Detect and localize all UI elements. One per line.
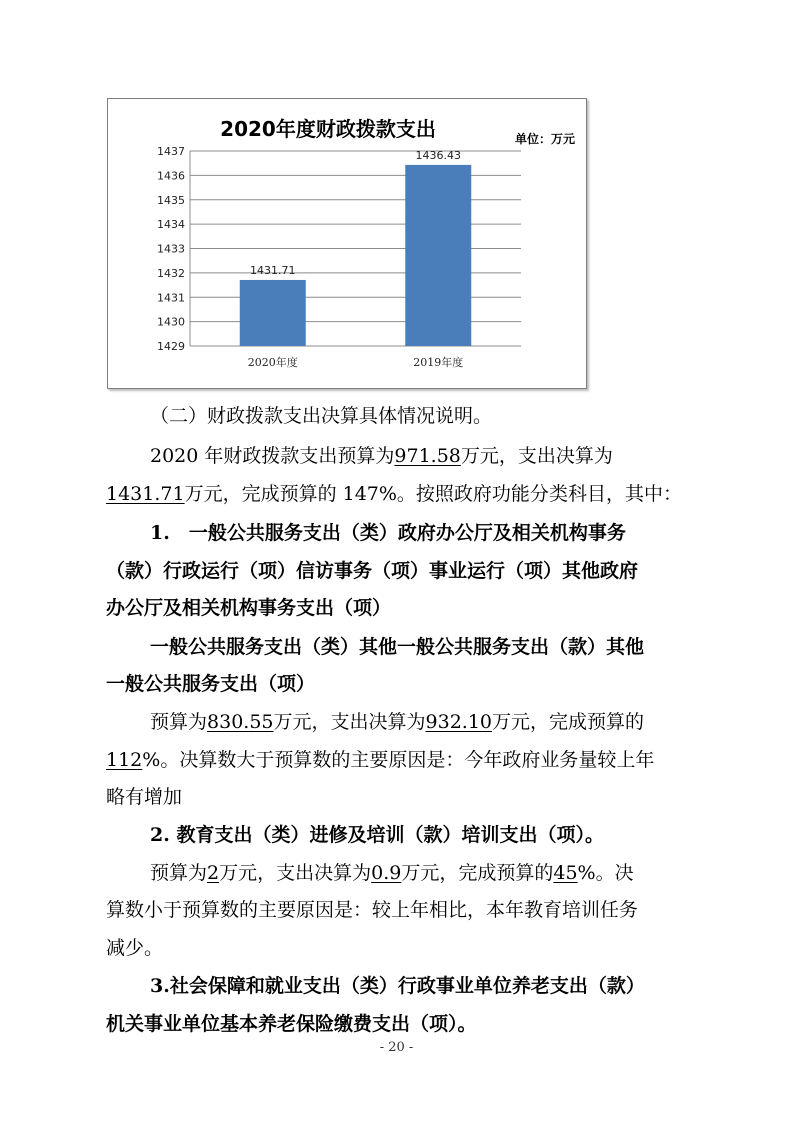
chart-y-tick-label: 1432 [157,266,185,280]
chart-y-tick-label: 1434 [157,218,185,232]
chart-y-tick-label: 1435 [157,193,185,207]
item1-text: %。决算数大于预算数的主要原因是：今年政府业务量较上年 [142,749,655,771]
item2-percent-value: 45 [553,862,578,884]
section-heading: （二）财政拨款支出决算具体情况说明。 [150,405,493,427]
chart-y-tick-label: 1436 [157,169,185,183]
chart-bar [240,280,306,346]
item1-heading-line-3: 办公厅及相关机构事务支出（项） [106,597,392,619]
summary-text: 2020 年财政拨款支出预算为 [150,445,395,467]
chart-title: 2020年度财政拨款支出 [220,117,436,141]
item1-budget-value: 830.55 [207,711,274,733]
chart-y-tick-label: 1431 [157,291,185,305]
summary-line-2 [106,479,682,506]
item2-budget-value: 2 [207,862,220,884]
item2-actual-value: 0.9 [371,862,402,884]
chart-category-label: 2019年度 [413,356,464,369]
summary-actual-value: 1431.71 [106,483,185,505]
item3-heading-line-2: 机关事业单位基本养老保险缴费支出（项）。 [106,1013,477,1035]
item1-text: 万元，支出决算为 [273,711,426,733]
chart-bars [240,149,472,346]
item2-heading: 2. 教育支出（类）进修及培训（款）培训支出（项）。 [150,824,604,846]
chart-unit-label: 单位：万元 [515,132,576,146]
summary-budget-value: 971.58 [394,445,461,467]
item1-paragraph-line-1 [150,707,644,734]
item3-heading-line-1: 3.社会保障和就业支出（类）行政事业单位养老支出（款） [150,975,645,997]
item2-text: 万元，支出决算为 [219,862,372,884]
item1-heading-line-1: 1. 一般公共服务支出（类）政府办公厅及相关机构事务 [150,522,626,544]
chart-y-tick-label: 1429 [157,340,185,353]
item1-percent-value: 112 [106,749,143,771]
summary-text: 万元，完成预算的 147%。按照政府功能分类科目，其中： [184,483,682,505]
chart-y-tick-label: 1437 [157,145,185,158]
item2-paragraph-line-2: 算数小于预算数的主要原因是：较上年相比，本年教育培训任务 [106,899,639,921]
item1-text: 预算为 [150,711,208,733]
item1-subheading-line-2: 一般公共服务支出（项） [106,673,316,695]
chart-bar [405,165,471,346]
chart-canvas [108,99,586,388]
chart-data-label: 1431.71 [250,263,296,277]
item2-text: %。决 [577,862,634,884]
item1-paragraph-line-2 [106,745,654,772]
bar-chart [107,98,587,389]
chart-data-label: 1436.43 [415,148,461,162]
summary-text: 万元，支出决算为 [460,445,613,467]
item1-paragraph-line-3: 略有增加 [106,786,183,808]
chart-y-tick-label: 1433 [157,242,185,256]
item1-actual-value: 932.10 [425,711,492,733]
summary-line-1 [150,441,613,468]
chart-category-label: 2020年度 [247,356,298,369]
item2-paragraph-line-1 [150,858,634,885]
chart-y-axis [157,145,185,353]
chart-x-axis [248,355,464,369]
item1-subheading-line-1: 一般公共服务支出（类）其他一般公共服务支出（款）其他 [150,636,645,658]
item2-paragraph-line-3: 减少。 [106,937,164,959]
chart-gridlines [190,148,521,346]
item1-heading-line-2: （款）行政运行（项）信访事务（项）事业运行（项）其他政府 [106,560,639,582]
item1-text: 万元，完成预算的 [492,711,645,733]
item2-text: 万元，完成预算的 [401,862,554,884]
item2-text: 预算为 [150,862,208,884]
page-number: - 20 - [379,1040,414,1055]
chart-y-tick-label: 1430 [157,315,185,329]
